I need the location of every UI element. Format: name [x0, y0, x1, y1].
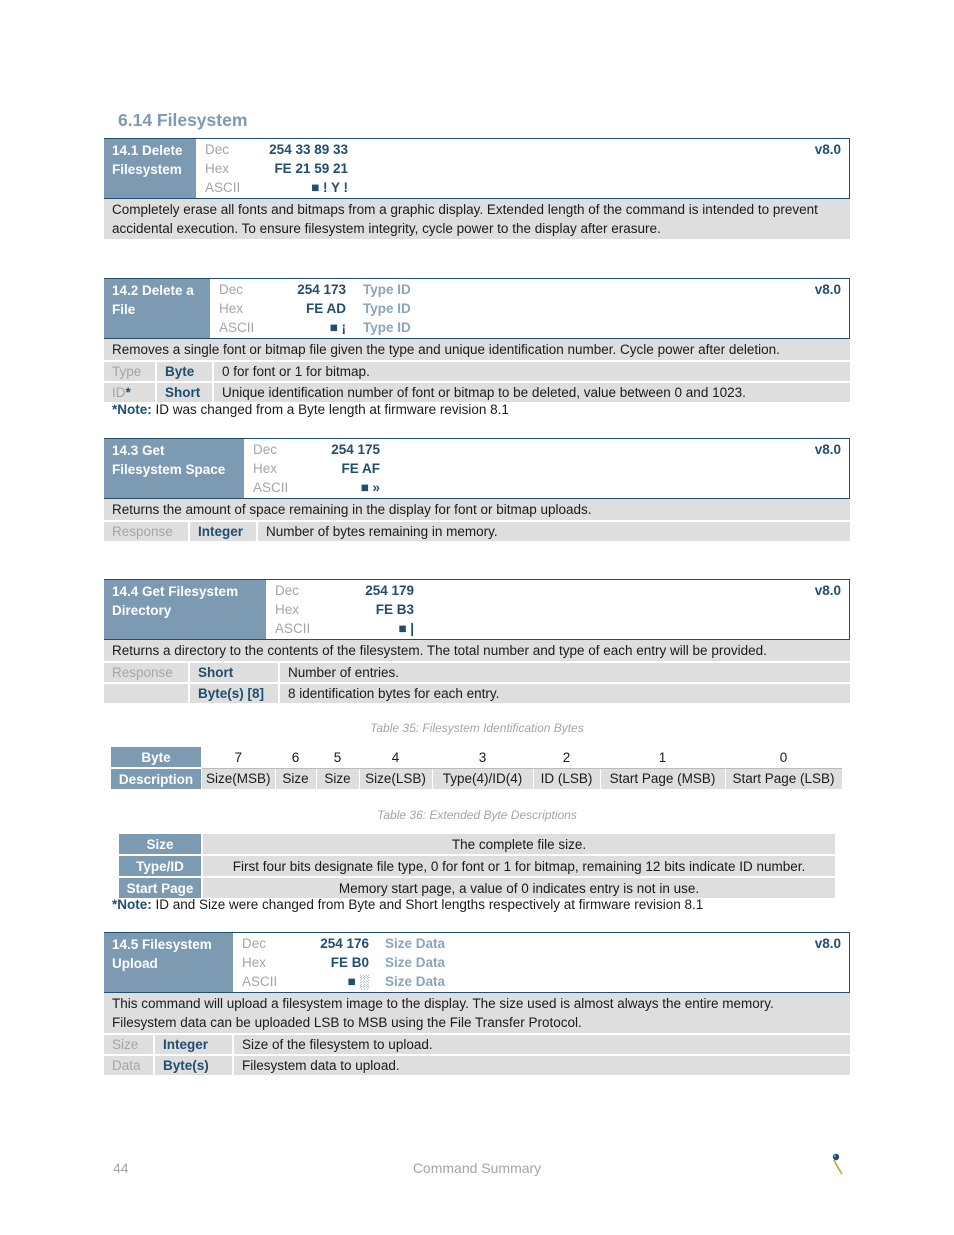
- table-cell: Size(MSB): [202, 768, 276, 790]
- size-data-param: Size Data: [385, 974, 446, 989]
- table-cell: Size: [316, 768, 359, 790]
- param-desc: Number of bytes remaining in memory.: [256, 522, 850, 541]
- hex-label: Hex: [219, 301, 244, 316]
- param-type: Short: [155, 383, 212, 402]
- command-description: Completely erase all fonts and bitmaps from a graphic display. Extended length of the command is intended to prevent accidental execution. To ensure filesystem integrity, cycle power to the display after erasure.: [104, 199, 850, 241]
- type-id-param: Type ID: [363, 282, 411, 297]
- table-cell: Memory start page, a value of 0 indicates entry is not in use.: [202, 877, 835, 899]
- version-label: v8.0: [814, 583, 841, 598]
- row-header: Byte: [111, 747, 202, 768]
- hex-value: FE B3: [375, 602, 414, 617]
- table-row: [119, 855, 835, 877]
- ascii-label: ASCII: [242, 974, 278, 989]
- table-row: [111, 747, 842, 768]
- size-data-param: Size Data: [385, 936, 446, 951]
- revision-note: *Note: ID and Size were changed from Byte and Short lengths respectively at firmware revision 8.1: [112, 897, 704, 912]
- hex-label: Hex: [242, 955, 267, 970]
- command-get-filesystem-space: [104, 438, 850, 543]
- param-row: [104, 684, 850, 705]
- command-name: 14.1 Delete Filesystem: [104, 139, 196, 198]
- table-cell: Start Page (LSB): [725, 768, 842, 790]
- table-cell: Size(LSB): [359, 768, 432, 790]
- command-name: 14.3 Get Filesystem Space: [104, 439, 244, 498]
- ascii-value: ■ ░: [347, 974, 369, 989]
- dec-value: 254 173: [297, 282, 346, 297]
- hex-value: FE AF: [341, 461, 380, 476]
- command-name: 14.5 Filesystem Upload: [104, 933, 233, 992]
- table-cell: 4: [359, 747, 432, 768]
- version-label: v8.0: [814, 442, 841, 457]
- dec-label: Dec: [205, 142, 230, 157]
- command-name: 14.4 Get Filesystem Directory: [104, 580, 266, 639]
- ascii-value: ■ ! Y !: [311, 180, 348, 195]
- hex-value: FE AD: [306, 301, 346, 316]
- command-get-filesystem-directory: [104, 579, 850, 705]
- param-name: Size: [112, 1037, 139, 1052]
- param-desc: Number of entries.: [278, 663, 850, 682]
- table-cell: 3: [432, 747, 533, 768]
- ascii-label: ASCII: [205, 180, 241, 195]
- table-row: [111, 768, 842, 790]
- param-type: Short: [188, 663, 278, 682]
- param-type: Byte(s): [153, 1056, 232, 1075]
- ascii-label: ASCII: [275, 621, 311, 636]
- param-desc: 8 identification bytes for each entry.: [278, 684, 850, 703]
- param-name: Response: [112, 524, 173, 539]
- dec-label: Dec: [242, 936, 267, 951]
- param-name: Data: [112, 1058, 141, 1073]
- version-label: v8.0: [814, 142, 841, 157]
- hex-label: Hex: [275, 602, 300, 617]
- param-row: [104, 522, 850, 543]
- dec-value: 254 179: [365, 583, 414, 598]
- table-cell: 0: [725, 747, 842, 768]
- row-header: Start Page: [119, 877, 202, 899]
- table-cell: 2: [533, 747, 600, 768]
- revision-note: *Note: ID was changed from a Byte length at firmware revision 8.1: [112, 402, 509, 417]
- dec-label: Dec: [275, 583, 300, 598]
- table-row: [119, 834, 835, 855]
- footer-title: Command Summary: [412, 1160, 542, 1176]
- row-header: Type/ID: [119, 855, 202, 877]
- table-cell: 6: [275, 747, 316, 768]
- hex-value: FE 21 59 21: [274, 161, 348, 176]
- param-name: Response: [112, 665, 173, 680]
- type-id-param: Type ID: [363, 320, 411, 335]
- command-description: Removes a single font or bitmap file given the type and unique identification number. Cycle power after deletion.: [104, 339, 850, 362]
- param-row: [104, 362, 850, 383]
- ascii-value: ■ ¡: [329, 320, 346, 335]
- command-delete-file: [104, 278, 850, 404]
- param-type: Byte: [155, 362, 212, 381]
- extended-byte-descriptions-table: [119, 834, 835, 900]
- command-description: Returns the amount of space remaining in the display for font or bitmap uploads.: [104, 499, 850, 522]
- hex-label: Hex: [253, 461, 278, 476]
- param-name: Type: [112, 364, 142, 379]
- table-cell: First four bits designate file type, 0 for font or 1 for bitmap, remaining 12 bits indicate ID number.: [202, 855, 835, 877]
- ascii-value: ■ |: [398, 621, 414, 636]
- table-cell: 7: [202, 747, 276, 768]
- row-header: Size: [119, 834, 202, 855]
- command-filesystem-upload: [104, 932, 850, 1077]
- param-type: Byte(s) [8]: [188, 684, 278, 703]
- hex-label: Hex: [205, 161, 230, 176]
- param-desc: Size of the filesystem to upload.: [232, 1035, 850, 1054]
- command-name: 14.2 Delete a File: [104, 279, 210, 338]
- param-type: Integer: [153, 1035, 232, 1054]
- ascii-label: ASCII: [253, 480, 289, 495]
- matrix-orbital-logo-icon: [828, 1152, 846, 1179]
- table-cell: The complete file size.: [202, 834, 835, 855]
- param-row: [104, 663, 850, 684]
- command-delete-filesystem: [104, 138, 850, 241]
- dec-label: Dec: [219, 282, 244, 297]
- param-name: ID*: [112, 385, 131, 400]
- page-number: 44: [113, 1160, 129, 1176]
- version-label: v8.0: [814, 282, 841, 297]
- dec-value: 254 176: [320, 936, 369, 951]
- param-row: [104, 1035, 850, 1056]
- param-name: [104, 684, 188, 703]
- param-type: Integer: [188, 522, 256, 541]
- command-description: This command will upload a filesystem image to the display. The size used is almost always the entire memory. Filesystem data can be uploaded LSB to MSB using the File Transfer Protocol.: [104, 993, 850, 1035]
- ascii-value: ■ »: [360, 480, 380, 495]
- table-cell: Start Page (MSB): [600, 768, 725, 790]
- table-cell: 5: [316, 747, 359, 768]
- table-cell: 1: [600, 747, 725, 768]
- dec-value: 254 175: [331, 442, 380, 457]
- section-title: 6.14 Filesystem: [118, 110, 248, 130]
- param-row: [104, 1056, 850, 1077]
- version-label: v8.0: [814, 936, 841, 951]
- table-cell: ID (LSB): [533, 768, 600, 790]
- param-desc: Filesystem data to upload.: [232, 1056, 850, 1075]
- size-data-param: Size Data: [385, 955, 446, 970]
- param-desc: Unique identification number of font or bitmap to be deleted, value between 0 and 1023.: [212, 383, 850, 402]
- command-description: Returns a directory to the contents of the filesystem. The total number and type of each entry will be provided.: [104, 640, 850, 663]
- row-header: Description: [111, 768, 202, 790]
- table-cell: Type(4)/ID(4): [432, 768, 533, 790]
- table-cell: Size: [275, 768, 316, 790]
- type-id-param: Type ID: [363, 301, 411, 316]
- table-caption: Table 36: Extended Byte Descriptions: [377, 808, 577, 822]
- dec-value: 254 33 89 33: [269, 142, 348, 157]
- table-caption: Table 35: Filesystem Identification Bytes: [370, 721, 584, 735]
- hex-value: FE B0: [330, 955, 369, 970]
- param-desc: 0 for font or 1 for bitmap.: [212, 362, 850, 381]
- identification-bytes-table: [110, 747, 842, 791]
- ascii-label: ASCII: [219, 320, 255, 335]
- dec-label: Dec: [253, 442, 278, 457]
